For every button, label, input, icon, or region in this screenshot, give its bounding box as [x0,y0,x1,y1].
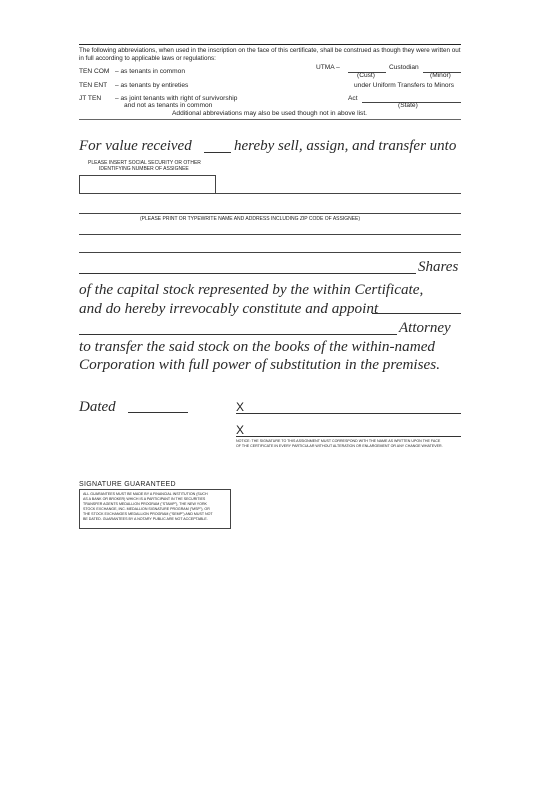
guarantee-line: BE DATED. GUARANTEES BY A NOTARY PUBLIC ARE NOT ACCEPTABLE. [83,517,208,521]
for-value-received-text: For value received [79,138,192,154]
guarantee-line: ALL GUARANTEES MUST BE MADE BY A FINANCIAL INSTITUTION (SUCH [83,492,208,496]
ssn-label-2: IDENTIFYING NUMBER OF ASSIGNEE [99,166,189,172]
assignee-address-line-1[interactable] [79,213,461,214]
hereby-sell-text: hereby sell, assign, and transfer unto [234,138,457,154]
act-label: Act [348,95,358,102]
guarantee-line: AS A BANK OR BROKER) WHICH IS A PARTICIPANT IN THE SECURITIES [83,497,206,501]
assignee-name-line[interactable] [216,193,461,194]
capital-stock-text: of the capital stock represented by the within Certificate, [79,281,424,298]
minor-label: (Minor) [430,72,451,79]
shares-label: Shares [418,259,459,275]
value-blank-line [204,152,231,153]
uniform-transfers-label: under Uniform Transfers to Minors [354,82,455,89]
jt-ten-abbr: JT TEN [79,95,102,102]
attorney-label: Attorney [399,320,451,336]
state-label: (State) [398,102,418,109]
guarantee-line: THE STOCK EXCHANGES MEDALLION PROGRAM ("SEMP") AND MUST NOT [83,512,213,516]
header-bottom-rule [79,119,461,120]
custodian-label: Custodian [389,64,419,71]
constitute-appoint-text: and do hereby irrevocably constitute and appoint [79,300,379,317]
ssn-input-box[interactable] [79,175,216,194]
assignee-address-line-2[interactable] [79,234,461,235]
cust-label: (Cust) [357,72,375,79]
abbreviations-intro: The following abbreviations, when used in the inscription on the face of this certificate, shall be construed as though they were written out in full according to applicable laws or regulations: [79,47,461,62]
attorney-line[interactable] [79,334,397,335]
shares-line[interactable] [79,273,416,274]
utma-label: UTMA – [316,64,340,71]
ten-com-abbr: TEN COM [79,68,110,75]
signature-line-2[interactable] [236,436,461,437]
ssn-label-1: PLEASE INSERT SOCIAL SECURITY OR OTHER [88,160,201,166]
top-rule [79,44,461,45]
ten-com-desc: – as tenants in common [115,68,186,75]
ten-ent-abbr: TEN ENT [79,82,108,89]
guarantee-line: TRANSFER AGENTS MEDALLION PROGRAM ("STAMP"), THE NEW YORK [83,502,207,506]
date-line[interactable] [128,412,188,413]
signature-notice-1: NOTICE: THE SIGNATURE TO THIS ASSIGNMENT MUST CORRESPOND WITH THE NAME AS WRITTEN UPON THE FACE [236,439,441,443]
jt-ten-desc-2: and not as tenants in common [124,102,213,109]
guarantee-line: STOCK EXCHANGE, INC. MEDALLION SIGNATURE PROGRAM ("MSP"), OR [83,507,210,511]
assignee-address-line-3[interactable] [79,252,461,253]
signature-guaranteed-title: SIGNATURE GUARANTEED [79,481,176,488]
transfer-stock-text: to transfer the said stock on the books of the within-named [79,338,436,355]
appoint-line[interactable] [372,313,461,314]
substitution-text: Corporation with full power of substitution in the premises. [79,356,441,373]
guarantee-stamp-box [79,489,231,529]
signature-line-1[interactable] [236,413,461,414]
print-name-instruction: (PLEASE PRINT OR TYPEWRITE NAME AND ADDRESS INCLUDING ZIP CODE OF ASSIGNEE) [140,216,361,222]
signature-x-mark-1: X [236,400,245,414]
signature-x-mark-2: X [236,423,245,437]
additional-abbreviations-note: Additional abbreviations may also be used though not in above list. [172,110,368,117]
signature-notice-2: OF THE CERTIFICATE IN EVERY PARTICULAR WITHOUT ALTERATION OR ENLARGEMENT OR ANY CHANGE WHATEVER. [236,444,443,448]
jt-ten-desc: – as joint tenants with right of survivorship [115,95,238,102]
dated-label: Dated [79,399,116,415]
ten-ent-desc: – as tenants by entireties [115,82,189,89]
